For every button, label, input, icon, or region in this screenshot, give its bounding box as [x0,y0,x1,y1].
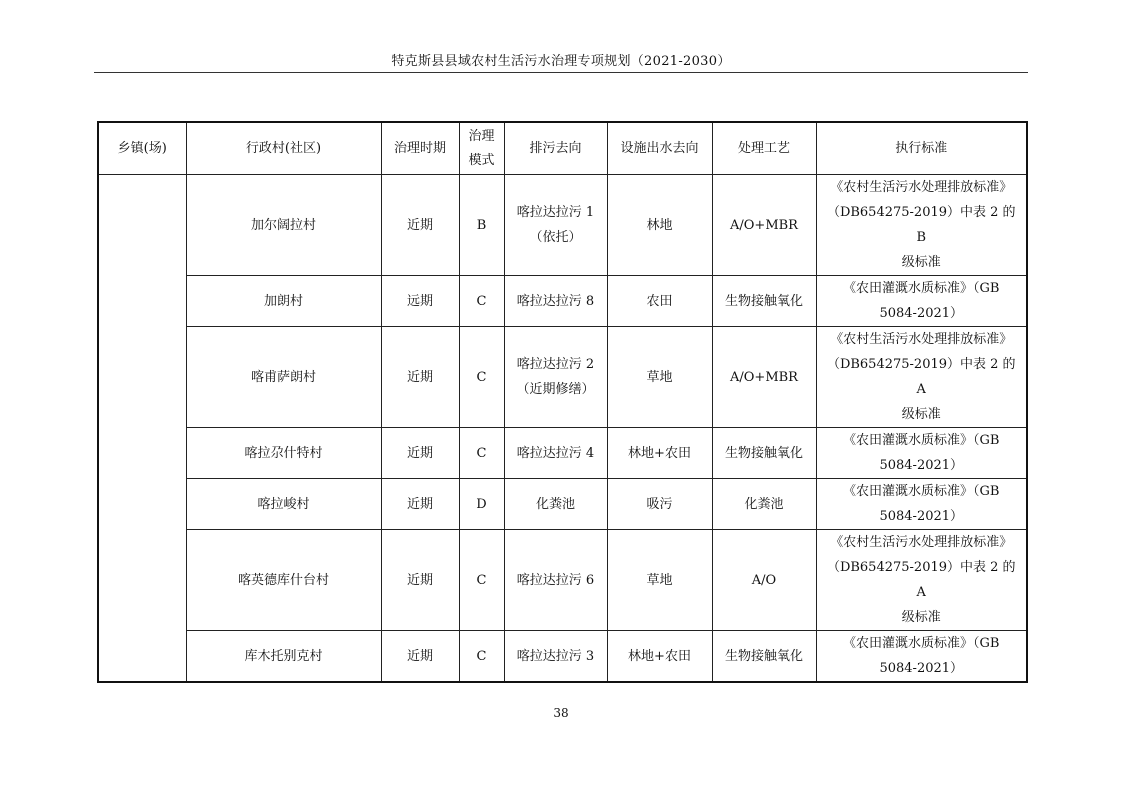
outflow-cell: 吸污 [607,479,712,530]
standard-line: 《农田灌溉水质标准》（GB [843,433,1000,448]
standard-line: 5084-2021） [879,661,964,676]
outflow-cell: 林地+农田 [607,428,712,479]
village-cell: 喀英德库什台村 [186,530,381,631]
table-row [98,530,1027,631]
table-row [98,276,1027,327]
discharge-line: （近期修缮） [516,382,595,397]
period-cell: 近期 [381,428,459,479]
village-cell: 喀拉峻村 [186,479,381,530]
discharge-cell [504,276,607,327]
standard-line: 级标准 [901,610,941,625]
table-row [98,631,1027,683]
discharge-cell [504,631,607,683]
mode-cell: C [459,631,504,683]
column-header-village: 行政村(社区) [186,122,381,175]
village-cell: 加尔阔拉村 [186,175,381,276]
page-number: 38 [553,706,569,720]
discharge-line: 喀拉达拉污 6 [516,572,595,588]
mode-cell: D [459,479,504,530]
standard-cell [816,327,1027,428]
standard-line: （DB654275-2019）中表 2 的 B [826,205,1016,245]
outflow-cell: 草地 [607,327,712,428]
standard-line: 级标准 [901,407,941,422]
period-cell: 近期 [381,175,459,276]
discharge-line: 喀拉达拉污 8 [516,293,595,309]
column-header-outflow: 设施出水去向 [607,122,712,175]
outflow-cell: 林地+农田 [607,631,712,683]
village-cell: 加朗村 [186,276,381,327]
standard-line: 5084-2021） [879,509,964,524]
period-cell: 远期 [381,276,459,327]
mode-cell: B [459,175,504,276]
process-cell: A/O [712,530,816,631]
discharge-line: 喀拉达拉污 1 [516,205,595,220]
column-header-process: 处理工艺 [712,122,816,175]
discharge-line: 喀拉达拉污 2 [516,357,595,372]
standard-line: 《农田灌溉水质标准》（GB [843,636,1000,651]
discharge-line: （依托） [529,230,582,245]
village-cell: 喀甫萨朗村 [186,327,381,428]
standard-cell [816,175,1027,276]
standard-cell [816,428,1027,479]
table-header-row [98,122,1027,175]
process-cell: 生物接触氧化 [712,428,816,479]
column-header-town: 乡镇(场) [98,122,186,175]
process-cell: 化粪池 [712,479,816,530]
mode-cell: C [459,327,504,428]
mode-cell: C [459,530,504,631]
outflow-cell: 林地 [607,175,712,276]
standard-line: 5084-2021） [879,306,964,321]
standard-line: 《农田灌溉水质标准》（GB [843,281,1000,296]
discharge-line: 喀拉达拉污 3 [516,648,595,664]
mode-cell: C [459,428,504,479]
standard-cell [816,530,1027,631]
column-header-period: 治理时期 [381,122,459,175]
column-header-standard: 执行标准 [816,122,1027,175]
standard-cell [816,631,1027,683]
discharge-cell [504,428,607,479]
outflow-cell: 草地 [607,530,712,631]
standard-line: 《农田灌溉水质标准》（GB [843,484,1000,499]
table-row [98,327,1027,428]
town-cell [98,175,186,683]
standard-line: 级标准 [901,255,941,270]
table-row [98,479,1027,530]
discharge-cell [504,175,607,276]
table-row [98,175,1027,276]
process-cell: 生物接触氧化 [712,276,816,327]
process-cell: A/O+MBR [712,327,816,428]
sewage-plan-table [97,121,1028,683]
village-cell: 库木托别克村 [186,631,381,683]
mode-cell: C [459,276,504,327]
standard-line: 《农村生活污水处理排放标准》 [830,535,1013,550]
process-cell: 生物接触氧化 [712,631,816,683]
discharge-line: 喀拉达拉污 4 [516,445,595,461]
process-cell: A/O+MBR [712,175,816,276]
standard-line: （DB654275-2019）中表 2 的 A [826,560,1016,600]
village-cell: 喀拉尕什特村 [186,428,381,479]
table-row [98,428,1027,479]
column-header-mode: 治理模式 [459,122,504,175]
standard-line: 《农村生活污水处理排放标准》 [830,180,1013,195]
page-header-title: 特克斯县县域农村生活污水治理专项规划（2021-2030） [391,54,731,69]
period-cell: 近期 [381,530,459,631]
standard-cell [816,276,1027,327]
standard-line: （DB654275-2019）中表 2 的 A [826,357,1016,397]
discharge-cell [504,530,607,631]
column-header-discharge: 排污去向 [504,122,607,175]
discharge-line: 化粪池 [535,496,575,512]
standard-line: 5084-2021） [879,458,964,473]
discharge-cell [504,327,607,428]
period-cell: 近期 [381,479,459,530]
outflow-cell: 农田 [607,276,712,327]
standard-cell [816,479,1027,530]
header-rule [94,72,1028,73]
standard-line: 《农村生活污水处理排放标准》 [830,332,1013,347]
period-cell: 近期 [381,631,459,683]
discharge-cell [504,479,607,530]
period-cell: 近期 [381,327,459,428]
